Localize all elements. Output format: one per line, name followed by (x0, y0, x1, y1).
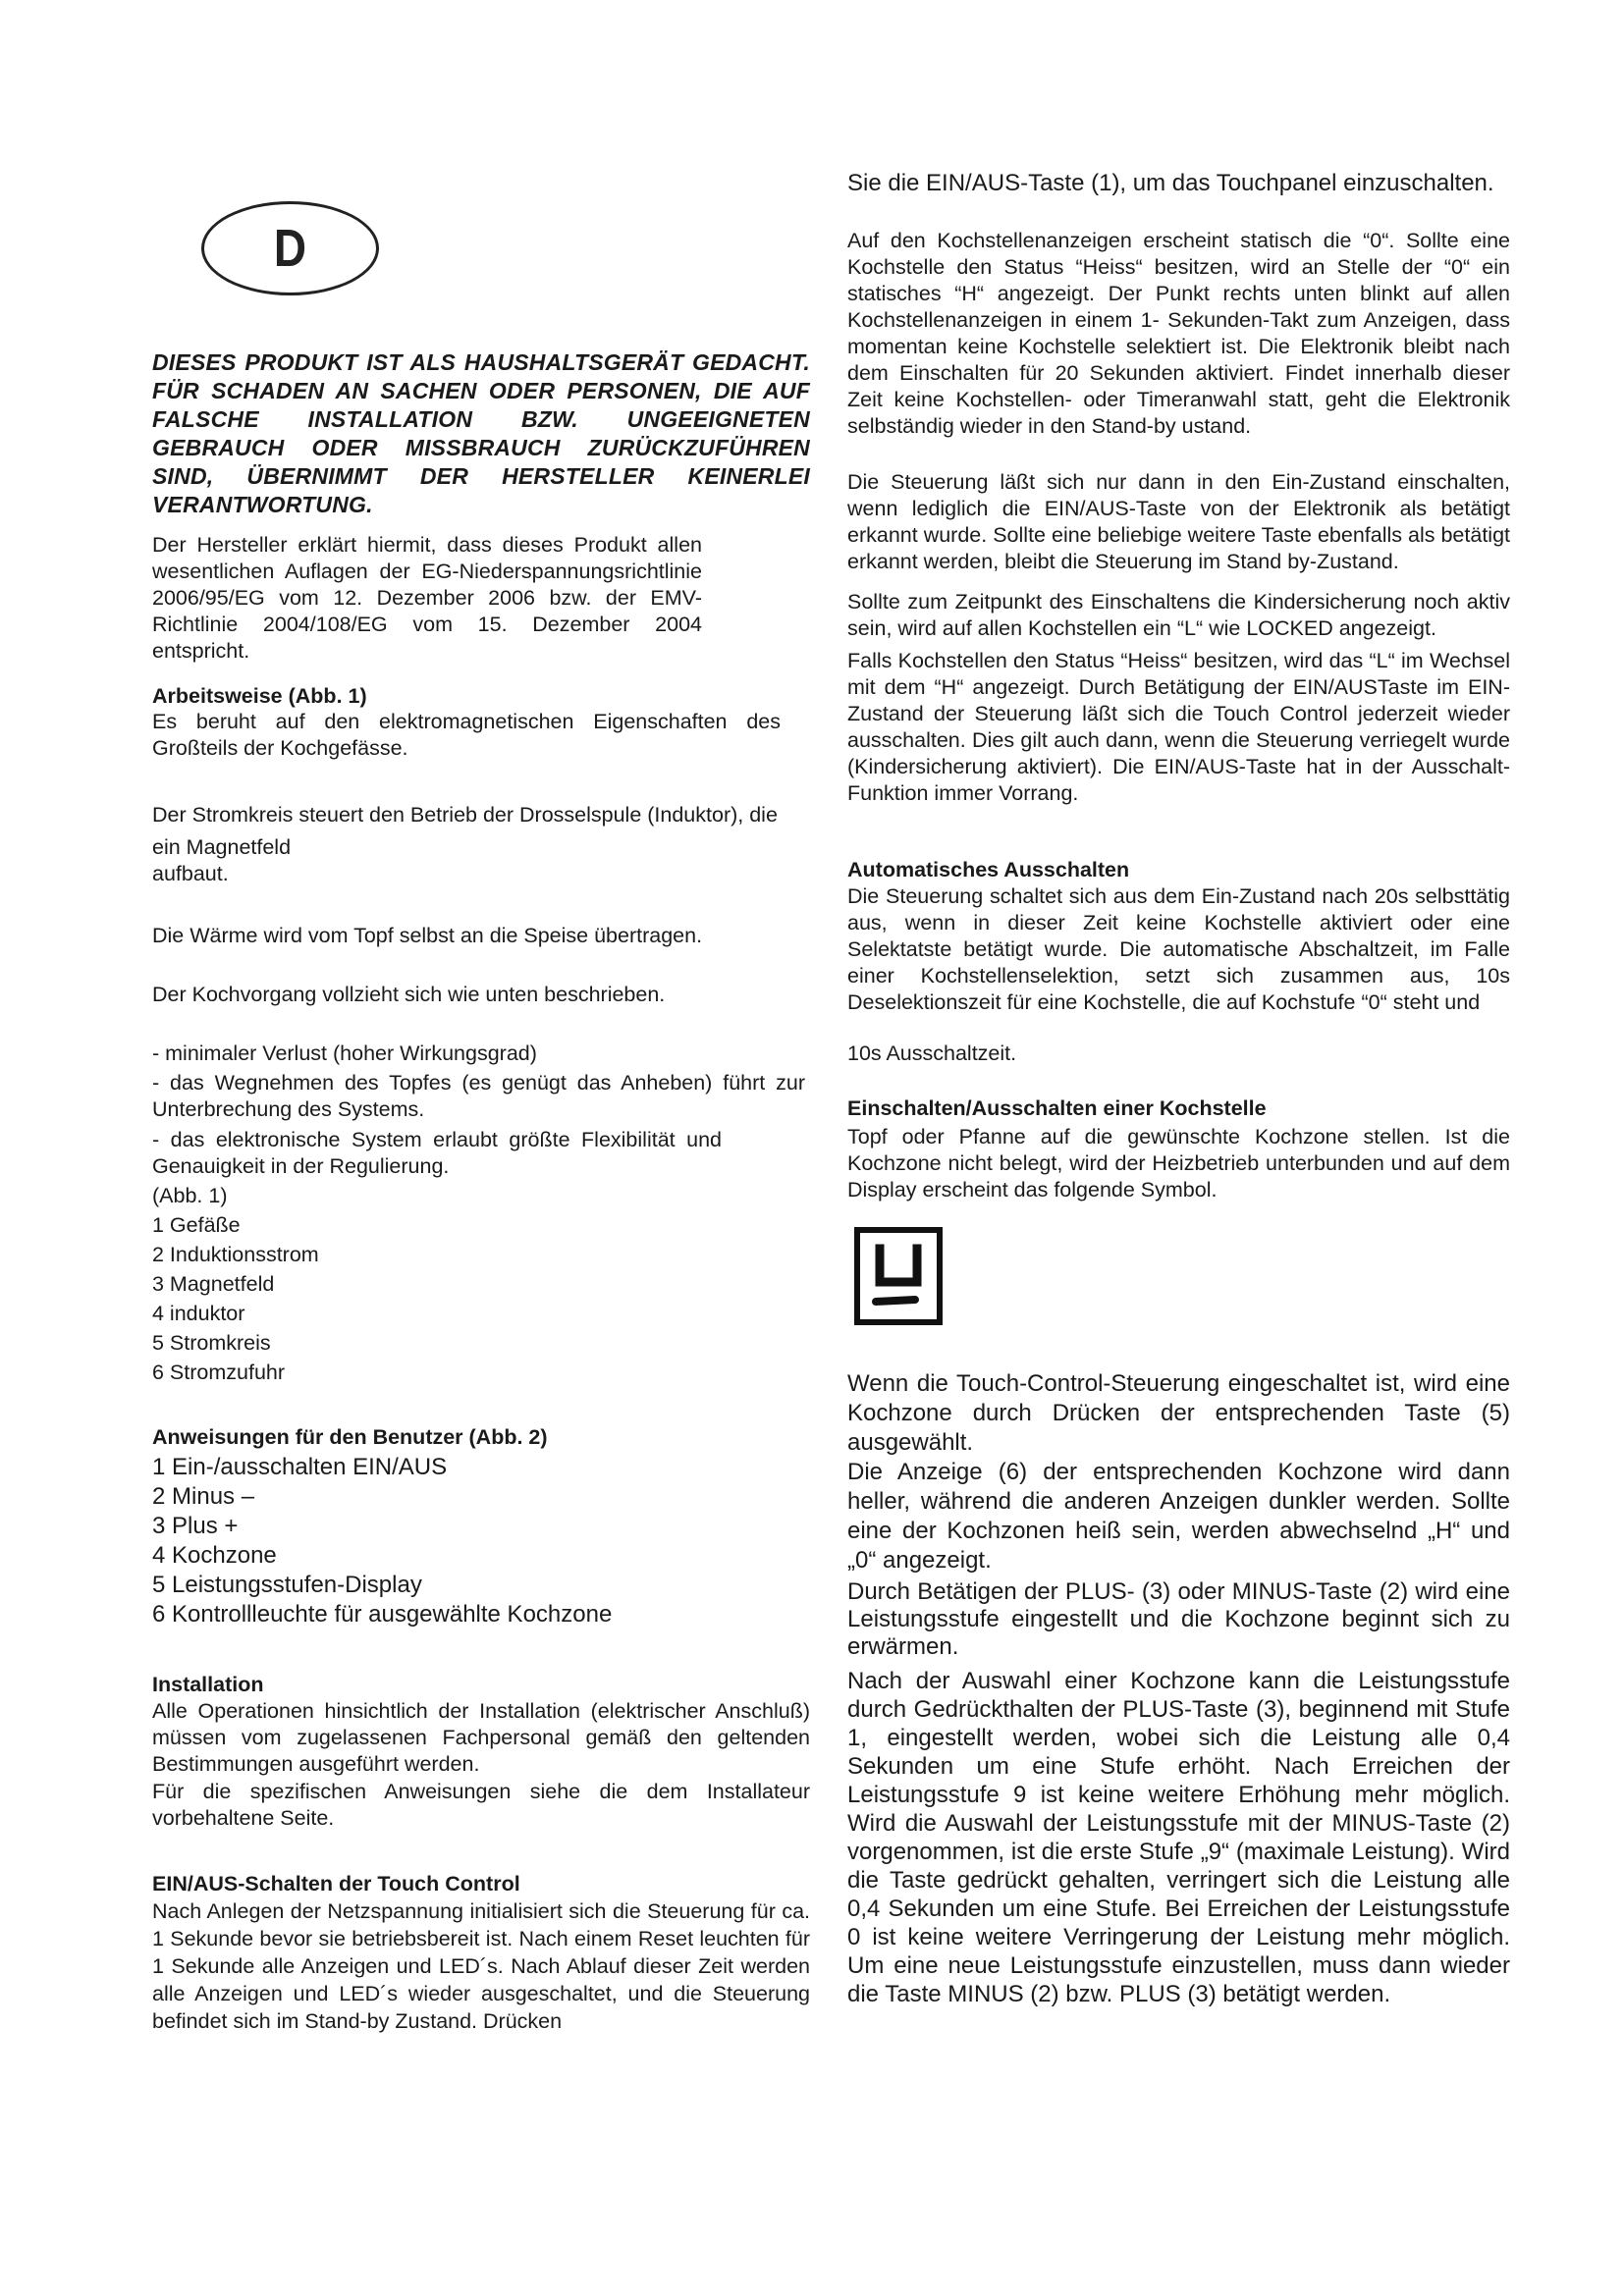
list-item: 3 Magnetfeld (152, 1272, 275, 1296)
ein-zustand-paragraph: Die Steuerung läßt sich nur dann in den Ein-Zustand einschalten, wenn lediglich die EIN/AUS-Taste von der Elektronik als betätigt erkannt wurde. Sollte eine beliebige weitere Taste ebenfalls als betätigt erkannt werden, bleibt die Steuerung im Stand by-Zustand. (847, 470, 1510, 573)
auto-text: Die Steuerung schaltet sich aus dem Ein-Zustand nach 20s selbsttätig aus, wenn in dieser Zeit keine Kochstelle aktiviert oder eine Selektatste betätigt wurde. Die automatische Abschaltzeit, im Falle einer Kochstellenselektion, setzt sich zusammen aus, 10s Deselektionszeit für eine Kochstelle, die auf Kochstufe “0“ steht und (847, 884, 1510, 1014)
pan-missing-display-icon (854, 1227, 943, 1325)
einaus-text: Nach Anlegen der Netzspannung initialisiert sich die Steuerung für ca. 1 Sekunde bevor sie betriebsbereit ist. Nach einem Reset leuchten für 1 Sekunde alle Anzeigen und LED´s. Nach Ablauf dieser Zeit werden alle Anzeigen und LED´s wieder ausgeschaltet, und die Steuerung befindet sich im Stand-by Zustand. Drücken (152, 1899, 810, 2033)
country-letter: D (273, 219, 307, 278)
list-item: 6 Stromzufuhr (152, 1361, 286, 1384)
anweisungen-list (152, 1453, 810, 1629)
kindersicherung-paragraph: Sollte zum Zeitpunkt des Einschaltens die Kindersicherung noch aktiv sein, wird auf allen Kochstellen ein “L“ wie LOCKED angezeigt. (847, 590, 1510, 640)
arbeitsweise-text: Es beruht auf den elektromagnetischen Eigenschaften des Großteils der Kochgefässe. (152, 710, 781, 760)
country-badge (201, 201, 379, 295)
list-item: 5 Stromkreis (152, 1331, 271, 1355)
list-item: 6 Kontrollleuchte für ausgewählte Kochzone (152, 1601, 613, 1628)
list-item: 2 Induktionsstrom (152, 1243, 319, 1266)
list-item: 1 Ein-/ausschalten EIN/AUS (152, 1454, 448, 1480)
einaus-heading: EIN/AUS-Schalten der Touch Control (152, 1872, 520, 1896)
ein-aus-intro: Sie die EIN/AUS-Taste (1), um das Touchpanel einzuschalten. (847, 170, 1494, 196)
list-item: 4 Kochzone (152, 1542, 277, 1569)
anzeige-text: Die Anzeige (6) der entsprechenden Kochzone wird dann heller, während die anderen Anzeigen dunkler werden. Sollte eine der Kochzonen heiß sein, werden abwechselnd „H“ und „0“ angezeigt. (847, 1459, 1510, 1574)
heiss-paragraph: Falls Kochstellen den Status “Heiss“ besitzen, wird das “L“ im Wechsel mit dem “H“ angezeigt. Durch Betätigung der EIN/AUSTaste im EIN-Zustand der Steuerung läßt sich die Touch Control jederzeit wieder ausschalten. Dies gilt auch dann, wenn die Steuerung verriegelt wurde (Kindersicherung aktiviert). Die EIN/AUS-Taste hat in der Ausschalt-Funktion immer Vorrang. (847, 649, 1510, 805)
plus-minus-text: Durch Betätigen der PLUS- (3) oder MINUS-Taste (2) wird eine Leistungsstufe eingestellt und die Kochzone beginnt sich zu erwärmen. (847, 1578, 1510, 1660)
auswahl-text: Nach der Auswahl einer Kochzone kann die Leistungsstufe durch Gedrückthalten der PLUS-Taste (3), beginnend mit Stufe 1, eingestellt werden, wobei sich die Leistung alle 0,4 Sekunden um eine Stufe erhöht. Nach Erreichen der Leistungsstufe 9 ist keine weitere Erhöhung mehr möglich. Wird die Auswahl der Leistungsstufe mit der MINUS-Taste (2) vorgenommen, ist die erste Stufe „9“ (maximale Leistung). Wird die Taste gedrückt gehalten, verringert sich die Leistung alle 0,4 Sekunden um eine Stufe. Bei Erreichen der Leistungsstufe 0 ist keine weitere Verringerung der Leistung mehr möglich. Um eine neue Leistungsstufe einzustellen, muss dann wieder die Taste MINUS (2) bzw. PLUS (3) betätigt werden. (847, 1668, 1510, 2007)
stromkreis-line1: Der Stromkreis steuert den Betrieb der Drosselspule (Induktor), die (152, 803, 778, 827)
auto-text-2: 10s Ausschaltzeit. (847, 1041, 1017, 1065)
waerme-text: Die Wärme wird vom Topf selbst an die Speise übertragen. (152, 924, 703, 947)
list-item: 2 Minus – (152, 1483, 255, 1510)
stromkreis-line2: ein Magnetfeld (152, 835, 292, 859)
einschalten-text: Topf oder Pfanne auf die gewünschte Kochzone stellen. Ist die Kochzone nicht belegt, wird der Heizbetrieb unterbunden und auf dem Display erscheint das folgende Symbol. (847, 1125, 1510, 1201)
installation-text: Alle Operationen hinsichtlich der Installation (elektrischer Anschluß) müssen vom zugelassenen Fachpersonal gemäß den geltenden Bestimmungen ausgeführt werden. (152, 1699, 810, 1776)
bullet-3: - das elektronische System erlaubt größte Flexibilität und Genauigkeit in der Regulierung. (152, 1128, 722, 1178)
touch-control-text: Wenn die Touch-Control-Steuerung eingeschaltet ist, wird eine Kochzone durch Drücken der entsprechenden Taste (5) ausgewählt. (847, 1370, 1510, 1456)
anweisungen-heading: Anweisungen für den Benutzer (Abb. 2) (152, 1425, 548, 1449)
list-item: (Abb. 1) (152, 1184, 228, 1207)
auto-heading: Automatisches Ausschalten (847, 858, 1130, 881)
ein-aus-paragraph: Auf den Kochstellenanzeigen erscheint statisch die “0“. Sollte eine Kochstelle den Status “Heiss“ besitzen, wird an Stelle der “0“ ein statisches “H“ angezeigt. Der Punkt rechts unten blinkt auf allen Kochstellenanzeigen in einem 1- Sekunden-Takt zum Anzeigen, dass momentan keine Kochstelle selektiert ist. Die Elektronik bleibt nach dem Einschalten für 20 Sekunden aktiviert. Findet innerhalb dieser Zeit keine Kochstellen- oder Timeranwahl statt, geht die Elektronik selbständig wieder in den Stand-by ustand. (847, 229, 1510, 438)
kochvorgang-text: Der Kochvorgang vollzieht sich wie unten beschrieben. (152, 983, 666, 1006)
warning-notice: DIESES PRODUKT IST ALS HAUSHALTSGERÄT GEDACHT. FÜR SCHADEN AN SACHEN ODER PERSONEN, DIE AUF FALSCHE INSTALLATION BZW. UNGEEIGNETEN GEBRAUCH ODER MISSBRAUCH ZURÜCKZUFÜHREN SIND, ÜBERNIMMT DER HERSTELLER KEINERLEI VERANTWORTUNG. (152, 349, 810, 517)
bullet-2: - das Wegnehmen des Topfes (es genügt das Anheben) führt zur Unterbrechung des Systems. (152, 1071, 805, 1121)
einschalten-heading: Einschalten/Ausschalten einer Kochstelle (847, 1096, 1267, 1120)
list-item: 3 Plus + (152, 1513, 239, 1539)
installation-heading: Installation (152, 1673, 264, 1696)
list-item: 4 induktor (152, 1302, 245, 1325)
declaration: Der Hersteller erklärt hiermit, dass dieses Produkt allen wesentlichen Auflagen der EG-Niederspannungsrichtlinie 2006/95/EG vom 12. Dezember 2006 bzw. der EMV-Richtlinie 2004/108/EG vom 15. Dezember 2004 entspricht. (152, 533, 702, 663)
stromkreis-line3: aufbaut. (152, 862, 229, 885)
list-item: 5 Leistungsstufen-Display (152, 1572, 422, 1598)
abb-list (152, 1181, 545, 1387)
arbeitsweise-heading: Arbeitsweise (Abb. 1) (152, 684, 367, 708)
bullet-1: - minimaler Verlust (hoher Wirkungsgrad) (152, 1041, 537, 1065)
installation-text-2: Für die spezifischen Anweisungen siehe die dem Installateur vorbehaltene Seite. (152, 1780, 810, 1830)
list-item: 1 Gefäße (152, 1213, 241, 1237)
